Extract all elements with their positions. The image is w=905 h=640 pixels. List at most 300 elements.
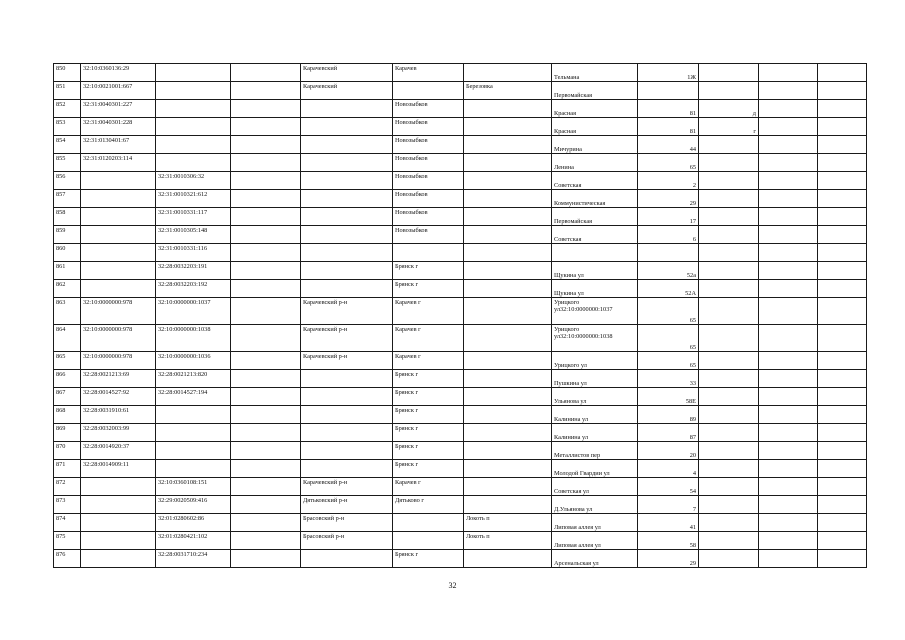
empty-cell (231, 118, 301, 136)
row-number: 863 (54, 298, 81, 325)
settlement (464, 298, 552, 325)
street: Советская ул (552, 478, 638, 496)
cadastral-number-2: 32:01:0280602:86 (156, 514, 231, 532)
street: Ленина (552, 154, 638, 172)
row-number: 852 (54, 100, 81, 118)
empty-cell (818, 190, 867, 208)
house-number: 58 (638, 532, 699, 550)
letter (699, 190, 759, 208)
cadastral-number: 32:10:0000000:978 (81, 352, 156, 370)
district (301, 460, 393, 478)
street: Красная (552, 100, 638, 118)
empty-cell (759, 424, 818, 442)
row-number: 858 (54, 208, 81, 226)
city: Карачев г (393, 325, 464, 352)
cadastral-number (81, 244, 156, 262)
empty-cell (231, 496, 301, 514)
row-number: 873 (54, 496, 81, 514)
house-number: 29 (638, 190, 699, 208)
empty-cell (818, 514, 867, 532)
settlement (464, 136, 552, 154)
row-number: 859 (54, 226, 81, 244)
registry-table (53, 63, 867, 568)
empty-cell (818, 532, 867, 550)
settlement (464, 370, 552, 388)
cadastral-number (81, 550, 156, 568)
empty-cell (231, 388, 301, 406)
settlement (464, 550, 552, 568)
empty-cell (818, 226, 867, 244)
house-number (638, 244, 699, 262)
empty-cell (231, 406, 301, 424)
empty-cell (231, 280, 301, 298)
table-row (54, 325, 867, 352)
district: Карачевский р-н (301, 298, 393, 325)
city: Карачев (393, 64, 464, 82)
house-number: 81 (638, 100, 699, 118)
cadastral-number-2 (156, 442, 231, 460)
row-number: 867 (54, 388, 81, 406)
cadastral-number-2: 32:31:0010331:116 (156, 244, 231, 262)
street: Калинина ул (552, 406, 638, 424)
table-body (54, 64, 867, 568)
cadastral-number: 32:31:0040301:227 (81, 100, 156, 118)
cadastral-number: 32:10:0000000:978 (81, 298, 156, 325)
settlement (464, 226, 552, 244)
district (301, 406, 393, 424)
cadastral-number (81, 514, 156, 532)
table-row (54, 154, 867, 172)
house-number: 58Е (638, 388, 699, 406)
letter (699, 460, 759, 478)
empty-cell (231, 352, 301, 370)
house-number: 65 (638, 352, 699, 370)
empty-cell (818, 424, 867, 442)
table-row (54, 100, 867, 118)
settlement (464, 325, 552, 352)
empty-cell (818, 352, 867, 370)
empty-cell (818, 154, 867, 172)
house-number: 52А (638, 280, 699, 298)
letter: д (699, 100, 759, 118)
table-row (54, 388, 867, 406)
district (301, 208, 393, 226)
empty-cell (818, 325, 867, 352)
city: Брянск г (393, 550, 464, 568)
empty-cell (759, 460, 818, 478)
cadastral-number: 32:10:0000000:978 (81, 325, 156, 352)
cadastral-number (81, 190, 156, 208)
table-row (54, 298, 867, 325)
cadastral-number: 32:28:0014527:92 (81, 388, 156, 406)
table-row (54, 460, 867, 478)
settlement (464, 424, 552, 442)
cadastral-number-2: 32:28:0014527:194 (156, 388, 231, 406)
street: Пушкина ул (552, 370, 638, 388)
street: Урицкого ул32:10:0000000:1038 (552, 325, 638, 352)
cadastral-number (81, 208, 156, 226)
district: Дятьковский р-н (301, 496, 393, 514)
city: Новозыбков (393, 100, 464, 118)
street: Коммунистическая (552, 190, 638, 208)
letter (699, 244, 759, 262)
empty-cell (759, 496, 818, 514)
city: Карачев г (393, 352, 464, 370)
settlement: Локоть п (464, 514, 552, 532)
empty-cell (231, 325, 301, 352)
district (301, 262, 393, 280)
city: Брянск г (393, 460, 464, 478)
settlement (464, 280, 552, 298)
cadastral-number (81, 478, 156, 496)
street: Мичурина (552, 136, 638, 154)
street: Советская (552, 226, 638, 244)
street: Молодой Гвардии ул (552, 460, 638, 478)
empty-cell (818, 388, 867, 406)
settlement (464, 352, 552, 370)
empty-cell (759, 478, 818, 496)
settlement (464, 190, 552, 208)
empty-cell (231, 244, 301, 262)
house-number (638, 82, 699, 100)
letter (699, 325, 759, 352)
empty-cell (231, 190, 301, 208)
house-number: 33 (638, 370, 699, 388)
empty-cell (818, 370, 867, 388)
empty-cell (759, 172, 818, 190)
empty-cell (759, 550, 818, 568)
empty-cell (231, 370, 301, 388)
settlement (464, 208, 552, 226)
house-number: 87 (638, 424, 699, 442)
house-number: 4 (638, 460, 699, 478)
row-number: 860 (54, 244, 81, 262)
table-row (54, 550, 867, 568)
cadastral-number-2 (156, 136, 231, 154)
cadastral-number-2 (156, 406, 231, 424)
empty-cell (818, 82, 867, 100)
house-number: 17 (638, 208, 699, 226)
letter (699, 550, 759, 568)
empty-cell (759, 190, 818, 208)
empty-cell (231, 514, 301, 532)
letter (699, 64, 759, 82)
empty-cell (231, 154, 301, 172)
cadastral-number-2: 32:28:0032203:192 (156, 280, 231, 298)
city: Дятьково г (393, 496, 464, 514)
page-number: 32 (448, 581, 457, 590)
cadastral-number (81, 262, 156, 280)
street: Липовая аллея ул (552, 514, 638, 532)
street: Урицкого ул (552, 352, 638, 370)
empty-cell (759, 280, 818, 298)
empty-cell (231, 136, 301, 154)
cadastral-number-2: 32:31:0010321:612 (156, 190, 231, 208)
row-number: 872 (54, 478, 81, 496)
empty-cell (818, 550, 867, 568)
cadastral-number: 32:10:0021001:667 (81, 82, 156, 100)
house-number: 65 (638, 325, 699, 352)
empty-cell (818, 478, 867, 496)
row-number: 857 (54, 190, 81, 208)
cadastral-number-2 (156, 64, 231, 82)
city (393, 514, 464, 532)
letter (699, 478, 759, 496)
district (301, 172, 393, 190)
house-number: 1Ж (638, 64, 699, 82)
table-row (54, 406, 867, 424)
cadastral-number-2 (156, 118, 231, 136)
cadastral-number-2: 32:10:0000000:1036 (156, 352, 231, 370)
letter (699, 514, 759, 532)
empty-cell (759, 100, 818, 118)
letter (699, 370, 759, 388)
row-number: 871 (54, 460, 81, 478)
settlement (464, 460, 552, 478)
cadastral-number: 32:31:0120203:114 (81, 154, 156, 172)
letter (699, 154, 759, 172)
letter (699, 226, 759, 244)
street: Первомайская (552, 82, 638, 100)
district (301, 100, 393, 118)
district: Брасовский р-н (301, 514, 393, 532)
cadastral-number (81, 532, 156, 550)
settlement (464, 262, 552, 280)
empty-cell (818, 244, 867, 262)
district: Карачевский (301, 82, 393, 100)
house-number: 29 (638, 550, 699, 568)
city: Брянск г (393, 406, 464, 424)
table-row (54, 208, 867, 226)
cadastral-number (81, 280, 156, 298)
letter (699, 424, 759, 442)
city: Брянск г (393, 442, 464, 460)
table-row (54, 478, 867, 496)
house-number: 20 (638, 442, 699, 460)
empty-cell (231, 172, 301, 190)
house-number: 52а (638, 262, 699, 280)
table-row (54, 442, 867, 460)
table-row (54, 352, 867, 370)
house-number: 81 (638, 118, 699, 136)
letter (699, 532, 759, 550)
settlement (464, 100, 552, 118)
street (552, 244, 638, 262)
empty-cell (818, 496, 867, 514)
empty-cell (231, 208, 301, 226)
empty-cell (759, 325, 818, 352)
city: Брянск г (393, 424, 464, 442)
empty-cell (231, 442, 301, 460)
letter (699, 280, 759, 298)
empty-cell (759, 388, 818, 406)
cadastral-number-2: 32:10:0000000:1037 (156, 298, 231, 325)
empty-cell (759, 64, 818, 82)
row-number: 850 (54, 64, 81, 82)
table-row (54, 496, 867, 514)
cadastral-number: 32:31:0040301:228 (81, 118, 156, 136)
row-number: 862 (54, 280, 81, 298)
cadastral-number-2: 32:28:0032203:191 (156, 262, 231, 280)
table-row (54, 82, 867, 100)
empty-cell (759, 262, 818, 280)
table-row (54, 64, 867, 82)
table-row (54, 172, 867, 190)
empty-cell (818, 64, 867, 82)
house-number: 6 (638, 226, 699, 244)
house-number: 65 (638, 298, 699, 325)
district: Карачевский р-н (301, 478, 393, 496)
table-row (54, 370, 867, 388)
cadastral-number: 32:28:0014920:37 (81, 442, 156, 460)
city: Брянск г (393, 262, 464, 280)
letter (699, 298, 759, 325)
empty-cell (231, 100, 301, 118)
district (301, 442, 393, 460)
settlement (464, 442, 552, 460)
empty-cell (759, 532, 818, 550)
row-number: 866 (54, 370, 81, 388)
street: Ульянова ул (552, 388, 638, 406)
street: Липовая аллея ул (552, 532, 638, 550)
empty-cell (818, 442, 867, 460)
empty-cell (759, 406, 818, 424)
cadastral-number-2: 32:31:0010305:148 (156, 226, 231, 244)
empty-cell (818, 280, 867, 298)
district (301, 370, 393, 388)
letter (699, 388, 759, 406)
cadastral-number: 32:28:0014909:11 (81, 460, 156, 478)
cadastral-number: 32:28:0031910:61 (81, 406, 156, 424)
cadastral-number-2 (156, 424, 231, 442)
row-number: 874 (54, 514, 81, 532)
empty-cell (759, 82, 818, 100)
cadastral-number-2: 32:28:0021213:820 (156, 370, 231, 388)
row-number: 855 (54, 154, 81, 172)
empty-cell (759, 208, 818, 226)
city: Карачев г (393, 478, 464, 496)
street: Тельмана (552, 64, 638, 82)
district (301, 136, 393, 154)
city: Брянск г (393, 370, 464, 388)
city (393, 532, 464, 550)
cadastral-number (81, 496, 156, 514)
cadastral-number-2: 32:01:0280421:102 (156, 532, 231, 550)
table-row (54, 280, 867, 298)
letter (699, 136, 759, 154)
empty-cell (231, 82, 301, 100)
row-number: 854 (54, 136, 81, 154)
table-row (54, 136, 867, 154)
cadastral-number-2 (156, 154, 231, 172)
empty-cell (818, 460, 867, 478)
city: Новозыбков (393, 208, 464, 226)
street: Щукина ул (552, 280, 638, 298)
letter (699, 406, 759, 424)
table-row (54, 262, 867, 280)
city: Новозыбков (393, 190, 464, 208)
table-row (54, 118, 867, 136)
empty-cell (759, 352, 818, 370)
row-number: 876 (54, 550, 81, 568)
settlement (464, 478, 552, 496)
empty-cell (759, 370, 818, 388)
empty-cell (818, 298, 867, 325)
letter (699, 262, 759, 280)
city: Новозыбков (393, 172, 464, 190)
district (301, 190, 393, 208)
empty-cell (818, 262, 867, 280)
table-row (54, 424, 867, 442)
district (301, 226, 393, 244)
table-row (54, 514, 867, 532)
street: Щукина ул (552, 262, 638, 280)
empty-cell (818, 172, 867, 190)
city: Карачев г (393, 298, 464, 325)
letter (699, 496, 759, 514)
cadastral-number: 32:10:0360136:29 (81, 64, 156, 82)
cadastral-number: 32:28:0032003:99 (81, 424, 156, 442)
cadastral-number: 32:31:0130401:67 (81, 136, 156, 154)
district: Карачевский (301, 64, 393, 82)
settlement (464, 154, 552, 172)
row-number: 868 (54, 406, 81, 424)
row-number: 875 (54, 532, 81, 550)
settlement: Локоть п (464, 532, 552, 550)
empty-cell (231, 478, 301, 496)
empty-cell (759, 298, 818, 325)
cadastral-number: 32:28:0021213:69 (81, 370, 156, 388)
cadastral-number-2: 32:29:0020509:416 (156, 496, 231, 514)
empty-cell (231, 298, 301, 325)
empty-cell (759, 226, 818, 244)
district (301, 244, 393, 262)
district (301, 154, 393, 172)
house-number: 54 (638, 478, 699, 496)
empty-cell (759, 514, 818, 532)
empty-cell (759, 442, 818, 460)
empty-cell (231, 532, 301, 550)
empty-cell (818, 118, 867, 136)
empty-cell (818, 100, 867, 118)
house-number: 89 (638, 406, 699, 424)
district: Карачевский р-н (301, 352, 393, 370)
letter: г (699, 118, 759, 136)
settlement (464, 496, 552, 514)
row-number: 864 (54, 325, 81, 352)
row-number: 861 (54, 262, 81, 280)
cadastral-number (81, 172, 156, 190)
empty-cell (231, 64, 301, 82)
district (301, 388, 393, 406)
table-row (54, 244, 867, 262)
house-number: 7 (638, 496, 699, 514)
cadastral-number-2 (156, 460, 231, 478)
street: Первомайская (552, 208, 638, 226)
settlement: Березовка (464, 82, 552, 100)
cadastral-number-2: 32:10:0360108:151 (156, 478, 231, 496)
city: Брянск г (393, 388, 464, 406)
cadastral-number (81, 226, 156, 244)
cadastral-number-2 (156, 82, 231, 100)
district: Брасовский р-н (301, 532, 393, 550)
house-number: 2 (638, 172, 699, 190)
street: Советская (552, 172, 638, 190)
empty-cell (759, 244, 818, 262)
empty-cell (818, 208, 867, 226)
settlement (464, 172, 552, 190)
cadastral-number-2: 32:31:0010331:117 (156, 208, 231, 226)
